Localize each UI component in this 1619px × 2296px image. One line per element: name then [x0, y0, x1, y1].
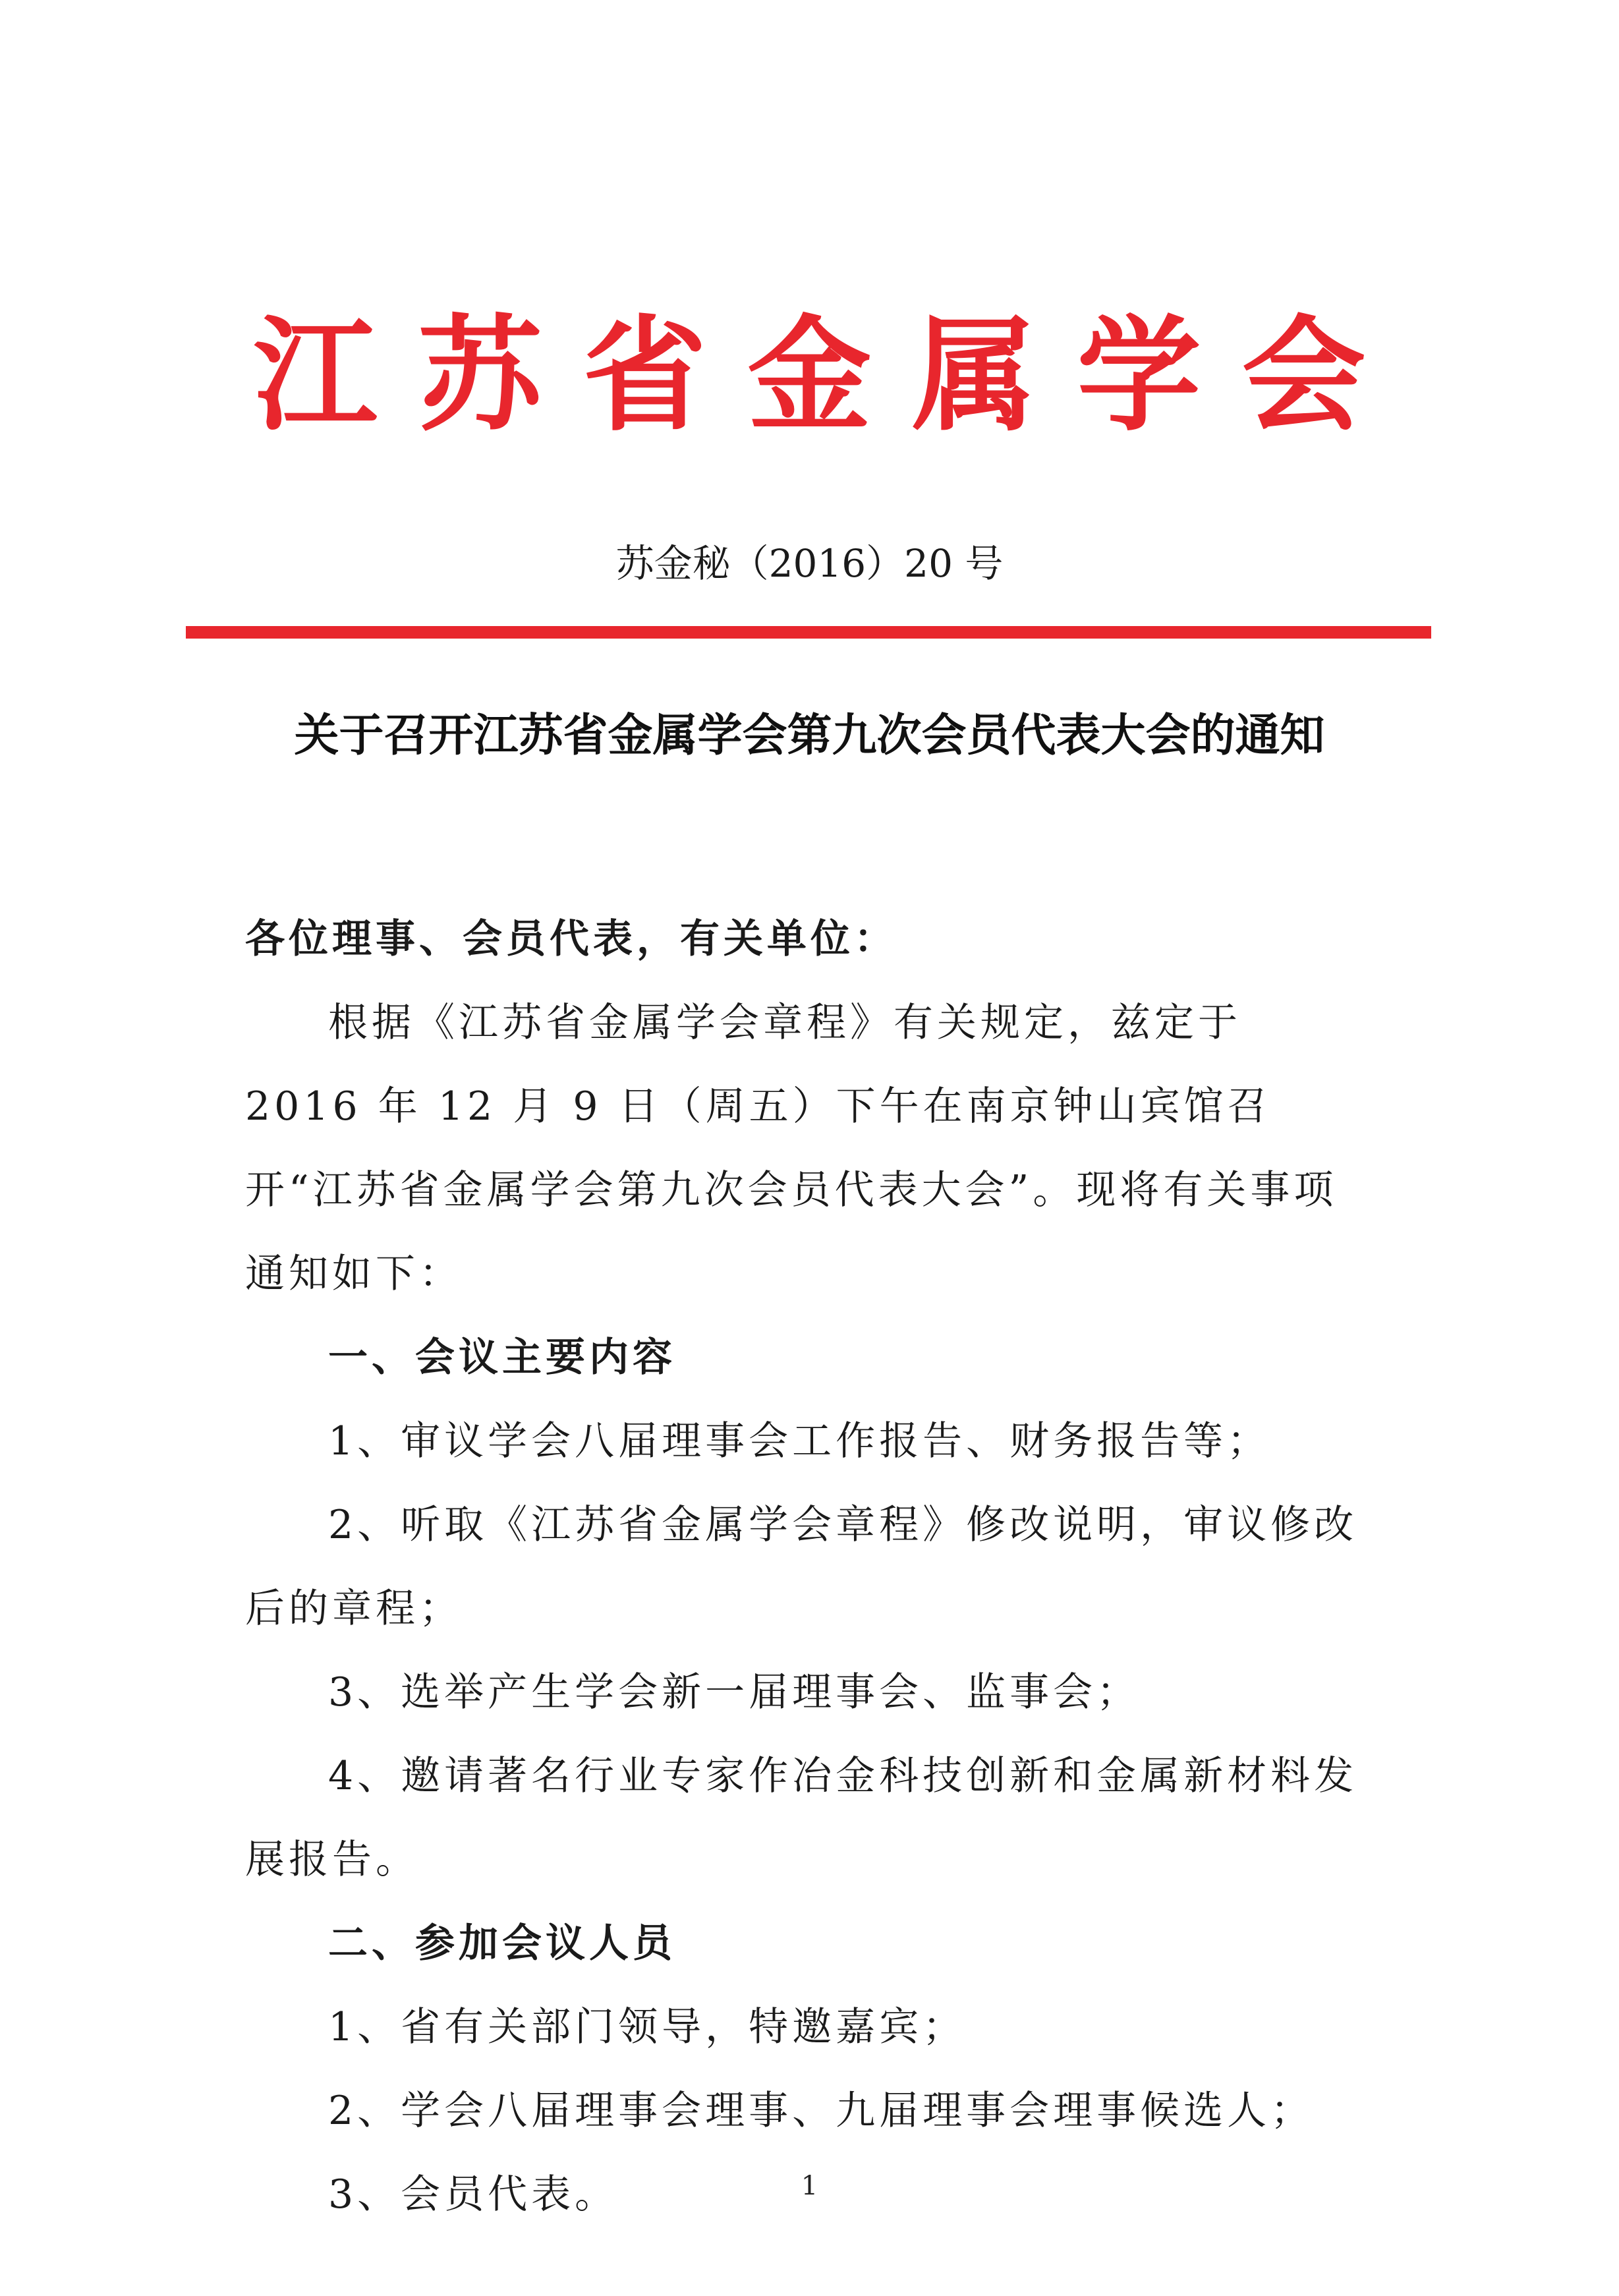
notice-title: 关于召开江苏省金属学会第九次会员代表大会的通知 — [294, 710, 1325, 762]
intro-paragraph: 根据《江苏省金属学会章程》有关规定，兹定于 2016 年 12 月 9 日（周五）下午在南京钟山宾馆召开“江苏省金属学会第九次会员代表大会”。现将有关事项通知如下： — [245, 1000, 1338, 1297]
agenda-item: 2、听取《江苏省金属学会章程》修改说明，审议修改后的章程； — [245, 1502, 1358, 1632]
attendee-item: 2、学会八届理事会理事、九届理事会理事候选人； — [328, 2088, 1315, 2134]
section-heading-attendees: 二、参加会议人员 — [328, 1920, 676, 1966]
letterhead-red-divider — [186, 626, 1431, 639]
notice-body — [245, 898, 1365, 2237]
document-number: 苏金秘（2016）20 号 — [615, 541, 1004, 586]
attendee-item: 1、省有关部门领导，特邀嘉宾； — [328, 2004, 967, 2050]
attendee-item: 3、会员代表。 — [328, 2171, 619, 2218]
section-heading-agenda: 一、会议主要内容 — [328, 1335, 676, 1381]
letterhead-org-name: 江苏省金属学会 — [253, 302, 1407, 448]
agenda-item: 3、选举产生学会新一届理事会、监事会； — [328, 1669, 1141, 1715]
salutation: 各位理事、会员代表，有关单位： — [245, 916, 897, 962]
agenda-item: 1、审议学会八届理事会工作报告、财务报告等； — [328, 1418, 1271, 1464]
page-number: 1 — [801, 2171, 818, 2201]
agenda-item: 4、邀请著名行业专家作冶金科技创新和金属新材料发展报告。 — [245, 1753, 1358, 1883]
